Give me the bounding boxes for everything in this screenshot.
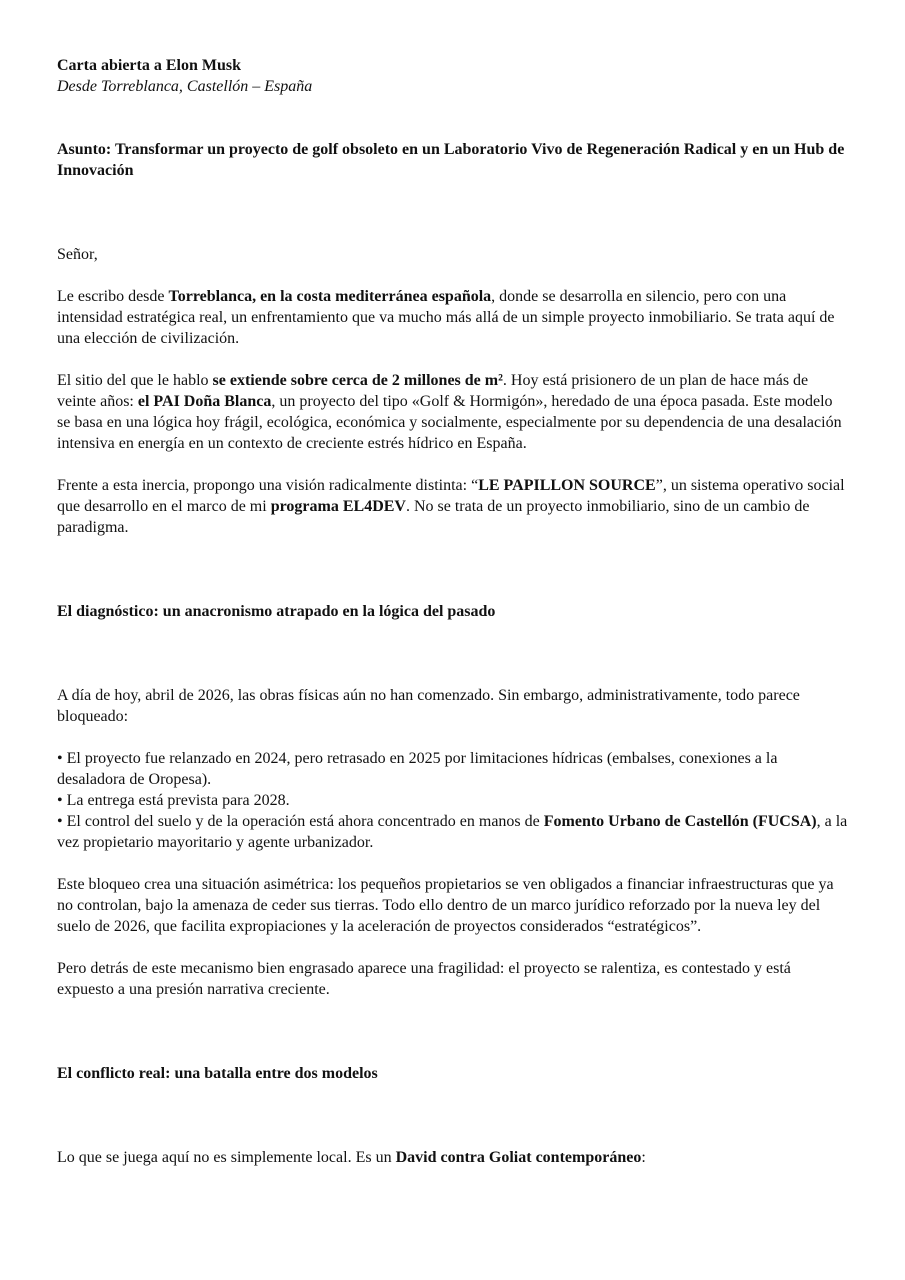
section-heading [57, 1063, 848, 1084]
text-run: : [641, 1149, 646, 1166]
paragraph [57, 874, 848, 937]
bold-text-run: Asunto: Transformar un proyecto de golf obsoleto en un Laboratorio Vivo de Regeneración Radical y en un Hub de Innovación [57, 141, 845, 179]
section-heading [57, 601, 848, 622]
bold-text-run: Torreblanca, en la costa mediterránea española [168, 288, 492, 305]
text-run: • El proyecto fue relanzado en 2024, pero retrasado en 2025 por limitaciones hídricas (embalses, conexiones a la desaladora de Oropesa). [57, 750, 778, 788]
text-run: • El control del suelo y de la operación está ahora concentrado en manos de [57, 813, 544, 830]
subject-line [57, 139, 848, 181]
paragraph [57, 286, 848, 349]
text-run: ”, un sistema operativo social que desarrollo en el marco de mi [57, 477, 845, 515]
bold-text-run: Fomento Urbano de Castellón (FUCSA) [543, 813, 817, 830]
text-run: , un proyecto del tipo «Golf & Hormigón», heredado de una época pasada. Este modelo se basa en una lógica hoy frágil, ecológica, económica y socialmente, especialmente por su dependencia de una desalación intensiva en energía en un contexto de creciente estrés hídrico en España. [57, 393, 842, 452]
document-title [57, 55, 848, 76]
document-body [57, 55, 848, 1168]
text-run: Frente a esta inercia, propongo una visión radicalmente distinta: “ [57, 477, 479, 494]
bullet-item [57, 790, 848, 811]
text-run: Este bloqueo crea una situación asimétrica: los pequeños propietarios se ven obligados a financiar infraestructuras que ya no controlan, bajo la amenaza de ceder sus tierras. Todo ello dentro de un marco jurídico reforzado por la nueva ley del suelo de 2026, que facilita expropiaciones y la aceleración de proyectos considerados “estratégicos”. [57, 876, 834, 935]
bold-text-run: Carta abierta a Elon Musk [57, 57, 241, 74]
paragraph [57, 958, 848, 1000]
paragraph [57, 685, 848, 727]
italic-text-run: Desde Torreblanca, Castellón – España [57, 78, 313, 95]
text-run: Pero detrás de este mecanismo bien engrasado aparece una fragilidad: el proyecto se ralentiza, es contestado y está expuesto a una presión narrativa creciente. [57, 960, 791, 998]
text-run: • La entrega está prevista para 2028. [57, 792, 290, 809]
text-run: Señor, [57, 246, 98, 263]
bold-text-run: el PAI Doña Blanca [137, 393, 272, 410]
text-run: El sitio del que le hablo [57, 372, 213, 389]
text-run: Lo que se juega aquí no es simplemente local. Es un [57, 1149, 396, 1166]
bold-text-run: David contra Goliat contemporáneo [395, 1149, 642, 1166]
bold-text-run: se extiende sobre cerca de 2 millones de m² [212, 372, 503, 389]
text-run: . Hoy está prisionero de un plan de hace más de veinte años: [57, 372, 809, 410]
paragraph [57, 1147, 848, 1168]
bullet-item [57, 811, 848, 853]
text-run: , a la vez propietario mayoritario y agente urbanizador. [57, 813, 848, 851]
bold-text-run: programa EL4DEV [270, 498, 406, 515]
bold-text-run: El conflicto real: una batalla entre dos modelos [57, 1065, 378, 1082]
text-run: . No se trata de un proyecto inmobiliario, sino de un cambio de paradigma. [57, 498, 810, 536]
document-subtitle [57, 76, 848, 97]
bold-text-run: El diagnóstico: un anacronismo atrapado en la lógica del pasado [57, 603, 496, 620]
paragraph [57, 370, 848, 454]
text-run: A día de hoy, abril de 2026, las obras físicas aún no han comenzado. Sin embargo, administrativamente, todo parece bloqueado: [57, 687, 800, 725]
text-run: Le escribo desde [57, 288, 169, 305]
salutation [57, 244, 848, 265]
bullet-item [57, 748, 848, 790]
paragraph [57, 475, 848, 538]
bold-text-run: LE PAPILLON SOURCE [478, 477, 656, 494]
text-run: , donde se desarrolla en silencio, pero con una intensidad estratégica real, un enfrentamiento que va mucho más allá de un simple proyecto inmobiliario. Se trata aquí de una elección de civilización. [57, 288, 835, 347]
